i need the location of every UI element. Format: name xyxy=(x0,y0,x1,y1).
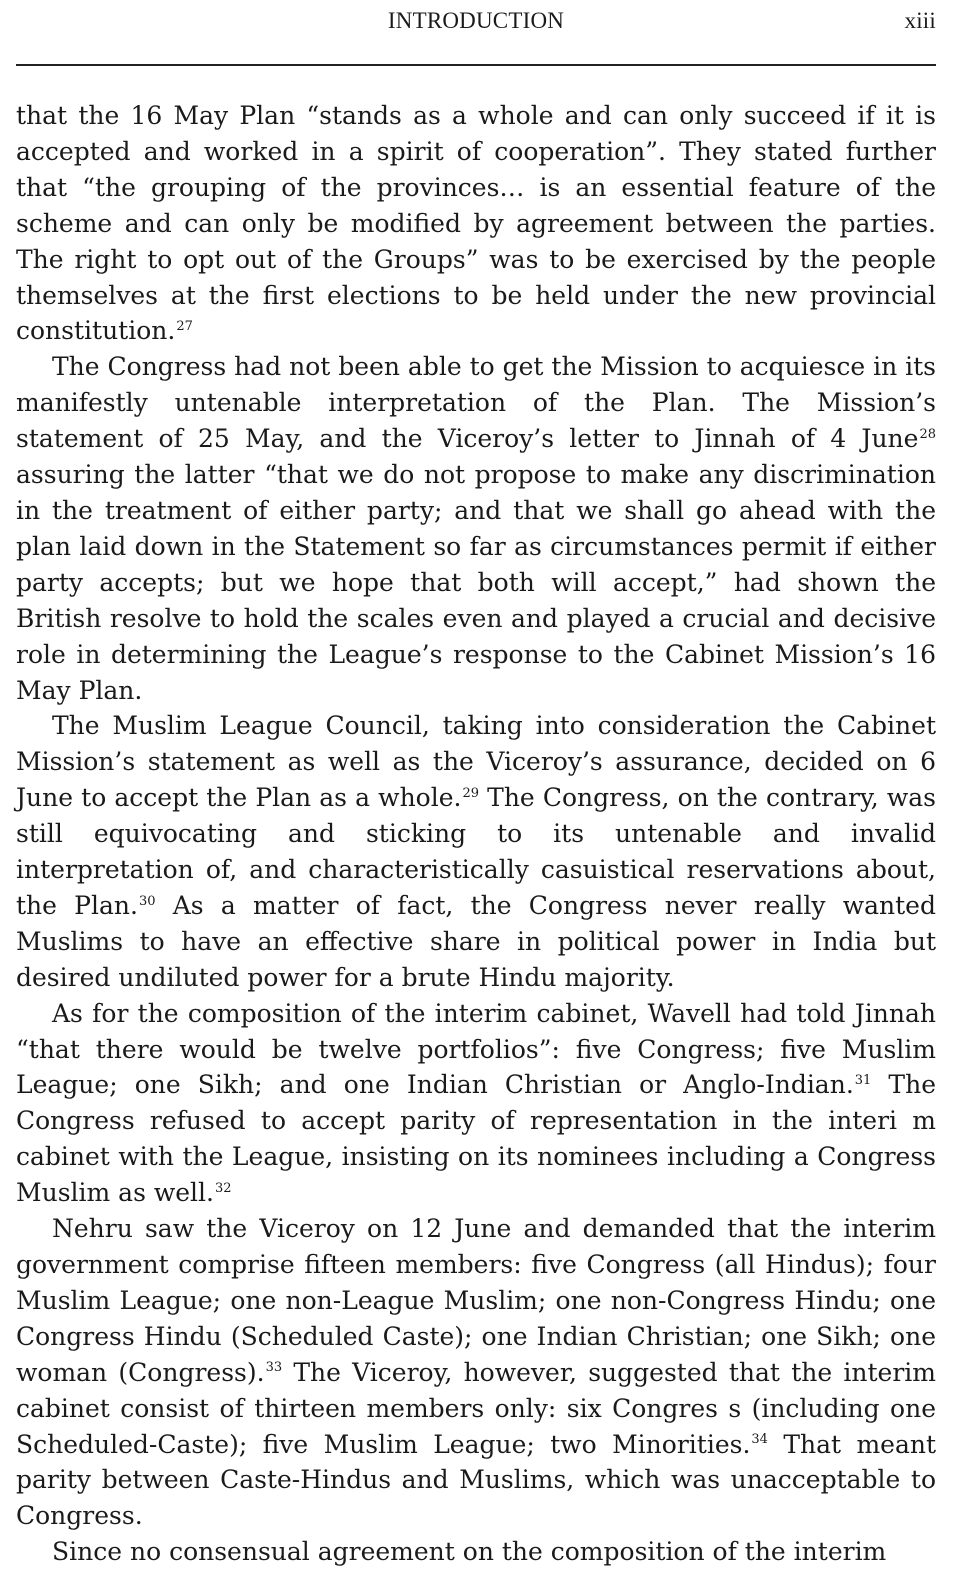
paragraph xyxy=(16,1534,936,1570)
text-run: As for the composition of the interim cabinet, Wavell had told Jinnah “that there would be twelve portfolios”: five Congress; five Muslim League; one Sikh; and one Indian Christian or Anglo-Indian. xyxy=(16,998,936,1100)
text-run: that the 16 May Plan “stands as a whole and can only succeed if it is accepted and worked in a spirit of cooperation”. They stated further that “the grouping of the provinces… is an essential feature of the scheme and can only be modified by agreement between the parties. The right to opt out of the Groups” was to be exercised by the people themselves at the first elections to be held under the new provincial constitution. xyxy=(16,101,936,346)
text-run: The Muslim League Council, taking into consideration the Cabinet Mission’s statement as well as the Viceroy’s assurance, decided on 6 June to accept the Plan as a whole. xyxy=(16,711,936,813)
body-text xyxy=(16,98,936,1570)
text-run: The Viceroy, however, suggested that the interim cabinet consist of thirteen members only: six Congres s (including one Scheduled-Caste); five Muslim League; two Minorities. xyxy=(16,1357,936,1459)
running-title: INTRODUCTION xyxy=(387,8,565,33)
text-run: The Congress, on the contrary, was still equivocating and sticking to its untenable and invalid interpretation of, and characteristically casuistical reservations about, the Plan. xyxy=(16,783,936,920)
text-run: Nehru saw the Viceroy on 12 June and demanded that the interim government comprise fifteen members: five Congress (all Hindus); four Muslim League; one non-League Muslim; one non-Congress Hindu; one Congress Hindu (Scheduled Caste); one Indian Christian; one Sikh; one woman (Congress). xyxy=(16,1214,936,1387)
header-rule xyxy=(16,64,936,66)
running-header xyxy=(16,8,936,38)
paragraph xyxy=(16,1211,936,1534)
text-run: The Congress had not been able to get the Mission to acquiesce in its manifestly untenable interpretation of the Plan. The Mission’s statement of 25 May, and the Viceroy’s letter to Jinnah of 4 June xyxy=(16,352,936,454)
footnote-ref: 31 xyxy=(854,1073,872,1089)
paragraph xyxy=(16,996,936,1211)
text-run: That meant parity between Caste-Hindus and Muslims, which was unacceptable to Congress. xyxy=(16,1429,936,1531)
text-run: As a matter of fact, the Congress never really wanted Muslims to have an effective share in political power in India but desired undiluted power for a brute Hindu majority. xyxy=(16,890,936,992)
paragraph xyxy=(16,98,936,349)
text-run: The Congress refused to accept parity of representation in the interi m cabinet with the League, insisting on its nominees including a Congress Muslim as well. xyxy=(16,1070,936,1208)
footnote-ref: 34 xyxy=(751,1432,768,1448)
paragraph xyxy=(16,349,936,708)
footnote-ref: 29 xyxy=(462,785,480,801)
footnote-ref: 30 xyxy=(138,893,156,909)
text-run: Since no consensual agreement on the composition of the interim xyxy=(52,1537,887,1567)
footnote-ref: 32 xyxy=(215,1180,232,1196)
footnote-ref: 28 xyxy=(919,426,936,442)
page-number: xiii xyxy=(904,8,936,33)
text-run: assuring the latter “that we do not propose to make any discrimination in the treatment of either party; and that we shall go ahead with the plan laid down in the Statement so far as circumstances permit if either party accepts; but we hope that both will accept,” had shown the British resolve to hold the scales even and played a crucial and decisive role in determining the League’s response to the Cabinet Mission’s 16 May Plan. xyxy=(16,460,936,705)
paragraph xyxy=(16,708,936,995)
footnote-ref: 27 xyxy=(176,319,193,335)
footnote-ref: 33 xyxy=(265,1360,283,1376)
